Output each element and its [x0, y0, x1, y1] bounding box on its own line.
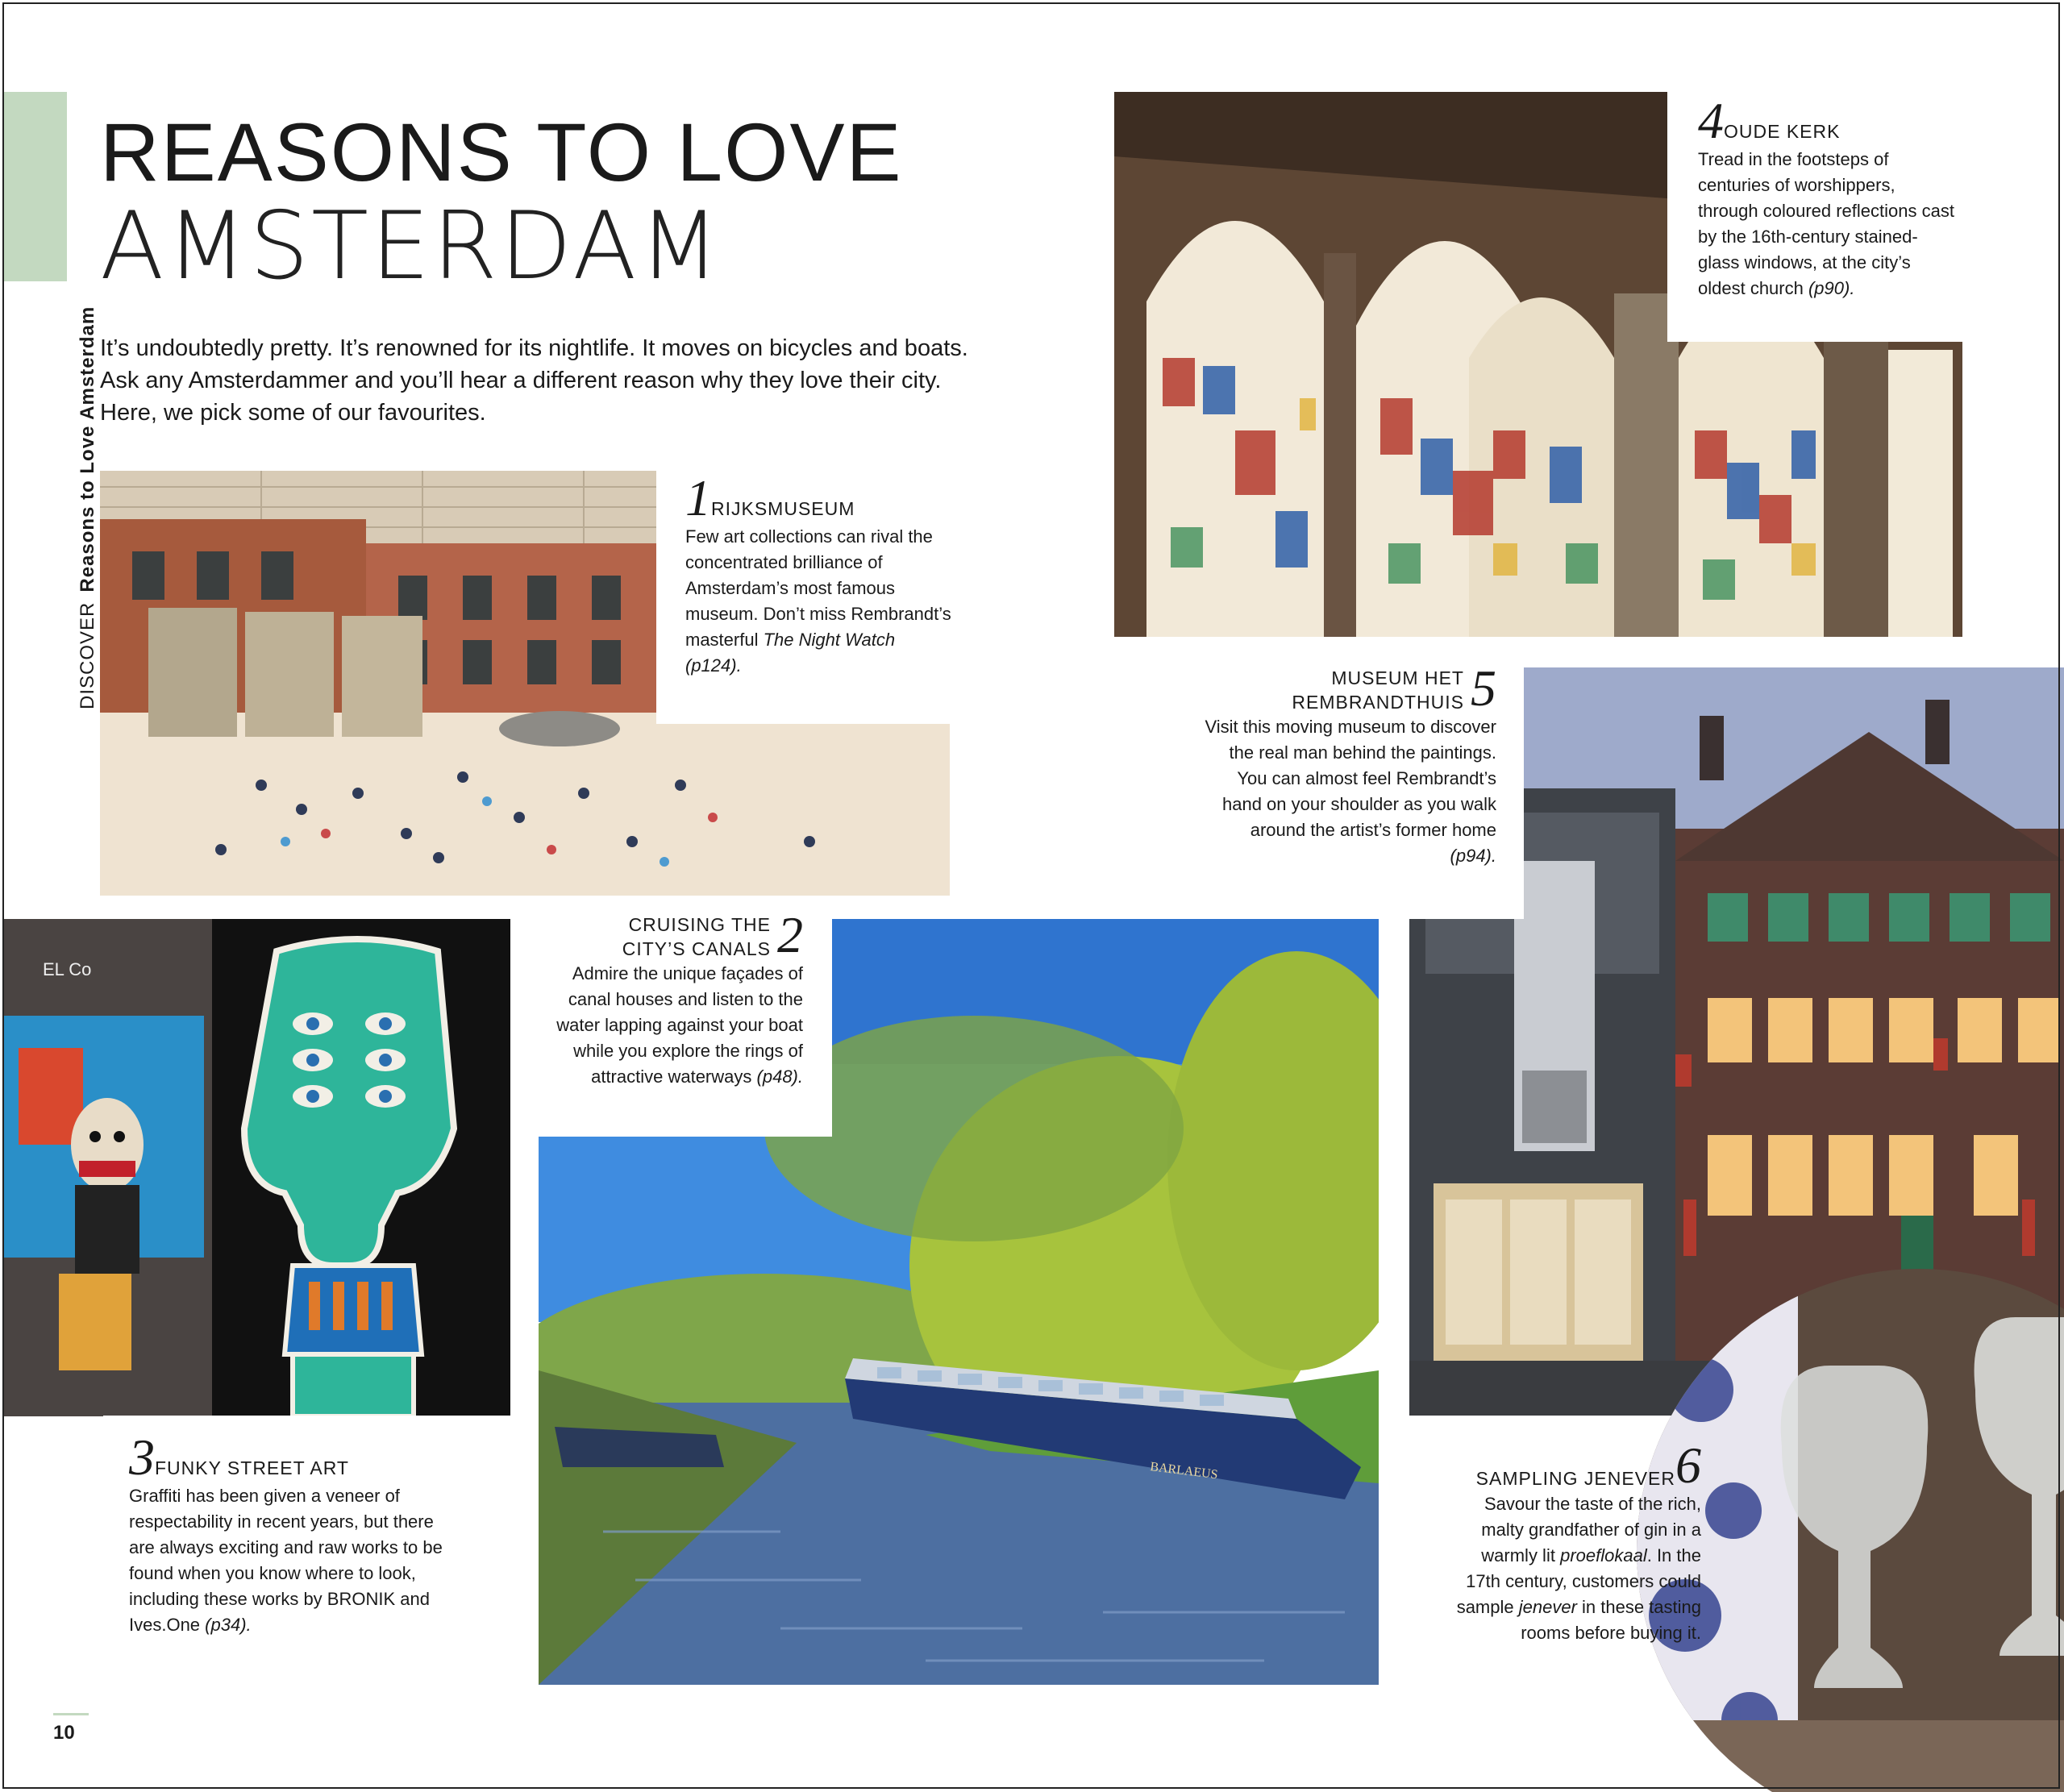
page-number: 10: [53, 1722, 75, 1744]
intro-paragraph: It’s undoubtedly pretty. It’s renowned for its nightlife. It moves on bicycles and boats. Ask any Amsterdammer and you’ll hear a different reason why they love their city. Here, we pick some of our favourites.: [100, 335, 968, 426]
item-5-heading-line2: REMBRANDTHUIS: [1292, 692, 1464, 713]
item-2-heading-line2: CITY’S CANALS: [622, 938, 771, 959]
boat-name-text: BARLAEUS: [1149, 1460, 1219, 1482]
item-5-ref: (p94).: [1450, 846, 1496, 866]
page-title-line1: REASONS TO LOVE: [100, 106, 903, 198]
item-2-number: 2: [777, 906, 803, 963]
item-6-number: 6: [1675, 1437, 1701, 1494]
item-2-caption: [529, 906, 803, 1090]
item-5-caption: [1201, 659, 1496, 869]
item-6-italic-b: jenever: [1518, 1597, 1577, 1617]
item-4-caption: [1698, 92, 1956, 301]
item-6-body-a: Savour the taste of the rich, malty grandfather of gin in a warmly lit: [1481, 1494, 1701, 1565]
item-5-heading-line1: MUSEUM HET: [1331, 667, 1464, 688]
item-6-heading: SAMPLING JENEVER: [1475, 1468, 1675, 1489]
item-5-body: Visit this moving museum to discover the real man behind the paintings. You can almost feel Rembrandt’s hand on your shoulder as you walk around the artist’s former home: [1205, 717, 1496, 840]
page-number-rule: [53, 1713, 89, 1715]
running-header-section: DISCOVER: [77, 601, 98, 709]
running-header: [77, 306, 99, 709]
item-6-body-c: in these tasting rooms before buying it.: [1521, 1597, 1701, 1643]
section-color-tab: [2, 92, 67, 281]
item-3-ref: (p34).: [205, 1615, 252, 1635]
item-4-body: Tread in the footsteps of centuries of worshippers, through coloured reflections cast by the 16th-century stained-glass windows, at the city’s oldest church: [1698, 149, 1954, 298]
page-title-line2: AMSTERDAM: [100, 192, 722, 301]
item-3-heading: FUNKY STREET ART: [155, 1457, 349, 1478]
item-6-italic-a: proeflokaal: [1560, 1545, 1647, 1565]
item-2-ref: (p48).: [756, 1066, 803, 1087]
item-4-heading: OUDE KERK: [1724, 121, 1841, 142]
item-1-italic: The Night Watch (p124).: [685, 630, 896, 676]
item-5-number: 5: [1471, 659, 1496, 717]
item-4-ref: (p90).: [1808, 278, 1855, 298]
running-header-title: Reasons to Love Amsterdam: [77, 306, 98, 592]
item-6-body-b: . In the 17th century, customers could sample: [1456, 1545, 1701, 1617]
item-3-caption: [129, 1428, 460, 1638]
item-2-body: Admire the unique façades of canal houses and listen to the water lapping against your boat while you explore the rings of attractive waterways: [556, 963, 803, 1087]
item-2-heading-line1: CRUISING THE: [628, 914, 771, 935]
street-art-photo: [2, 919, 510, 1416]
item-4-number: 4: [1698, 92, 1724, 149]
item-3-body: Graffiti has been given a veneer of respectability in recent years, but there are always exciting and raw works to be found when you know where to look, including these works by BRONIK and Ives.One: [129, 1486, 443, 1635]
graffiti-text: EL Co: [43, 959, 92, 979]
item-1-heading: RIJKSMUSEUM: [711, 498, 855, 519]
item-1-body: Few art collections can rival the concentrated brilliance of Amsterdam’s most famous museum. Don’t miss Rembrandt’s masterful: [685, 526, 951, 650]
item-1-caption: [685, 469, 951, 679]
item-3-number: 3: [129, 1428, 155, 1486]
item-1-number: 1: [685, 469, 711, 526]
item-6-caption: [1451, 1437, 1701, 1646]
